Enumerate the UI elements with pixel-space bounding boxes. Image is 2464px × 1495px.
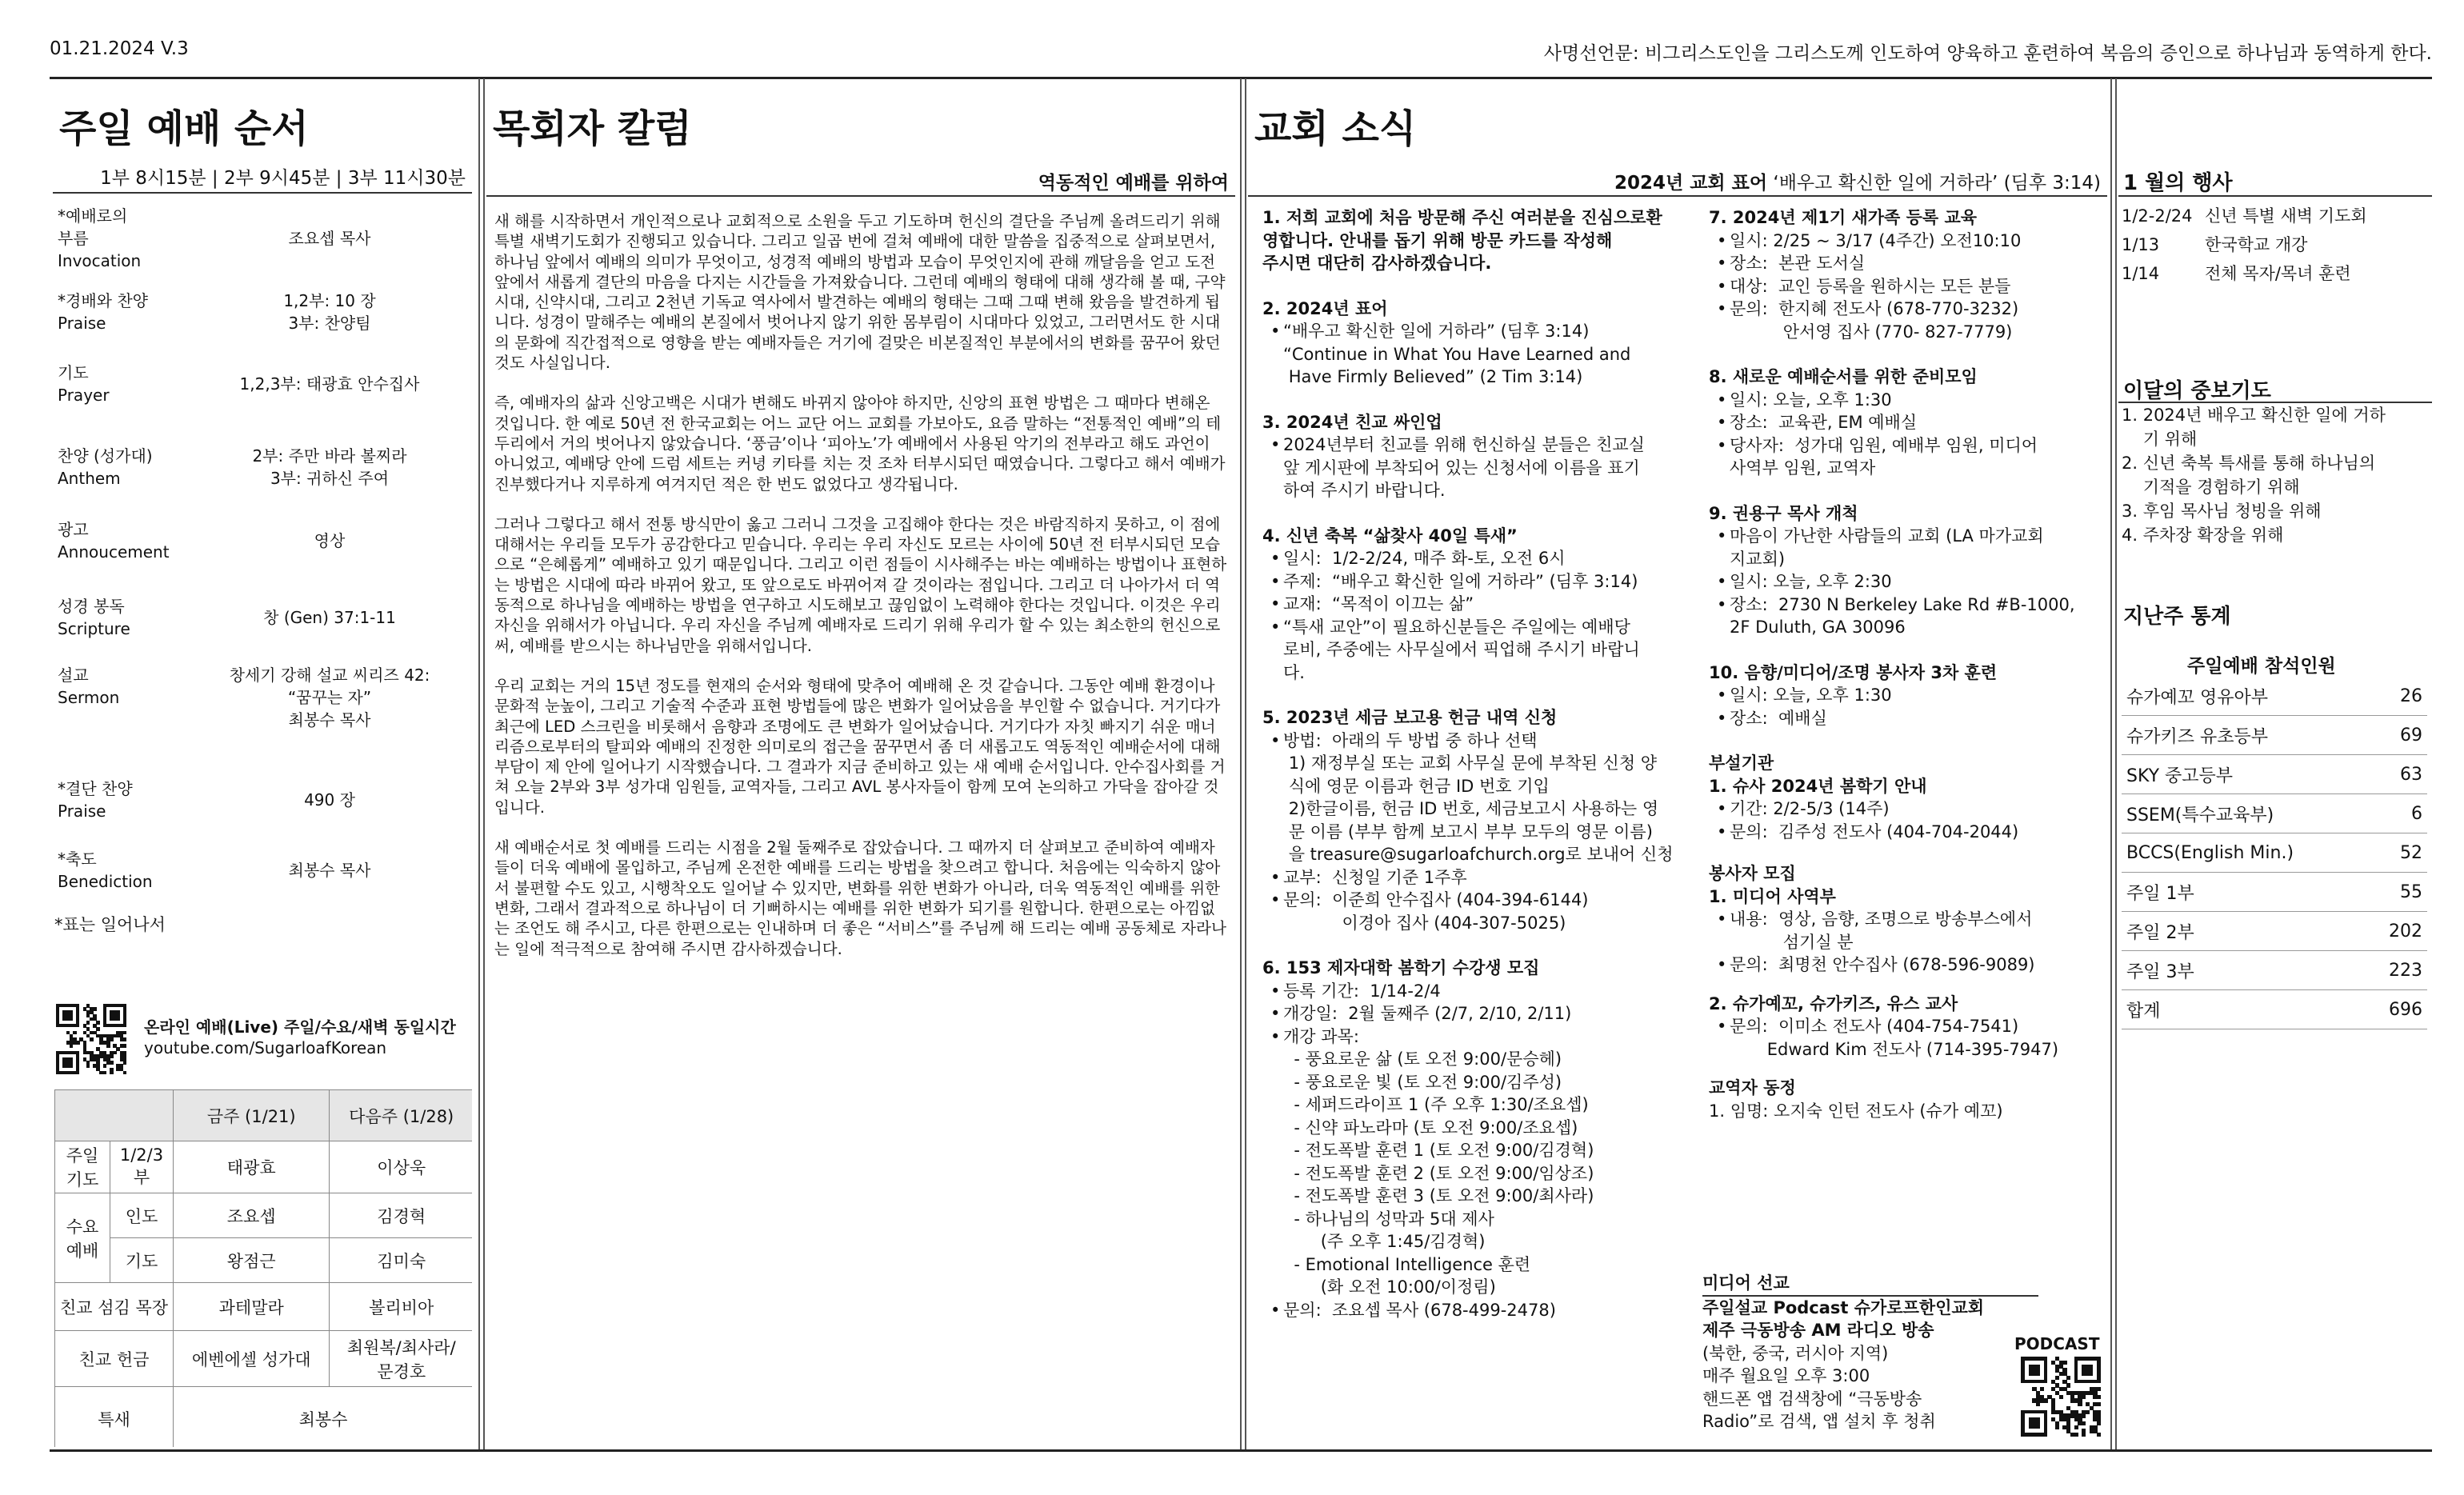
- news-detail: • 주제: “배우고 확신한 일에 거하라” (딤후 3:14): [1283, 570, 1694, 594]
- stats-subtitle: 주일예배 참석인원: [2187, 656, 2336, 677]
- duty-cell: 인도: [110, 1193, 174, 1238]
- news-item-details: [1709, 1015, 2101, 1061]
- media-line: 매주 월요일 오후 3:00: [1702, 1366, 1870, 1385]
- service-item-label: 광고 Annoucement: [58, 520, 170, 562]
- service-item-value: 490 장: [304, 790, 355, 809]
- service-times: 1부 8시15분 | 2부 9시45분 | 3부 11시30분: [100, 168, 466, 189]
- news-detail: • 일시: 오늘, 오후 1:30: [1730, 389, 2101, 412]
- mission-statement: 사명선언문: 비그리스도인을 그리스도께 인도하여 양육하고 훈련하여 복음의 증인으로 하나님과 동역하게 한다.: [1543, 43, 2432, 64]
- news-detail: • 등록 기간: 1/14-2/4: [1283, 980, 1694, 1003]
- top-bar: [50, 38, 2432, 70]
- duty-cell: 최봉수: [174, 1387, 473, 1448]
- column-body: [494, 211, 1227, 979]
- duty-cell: 친교 섬김 목장: [55, 1283, 174, 1331]
- news-item-heading: 5. 2023년 세금 보고용 헌금 내역 신청: [1262, 708, 1558, 727]
- event-row: [2122, 202, 2427, 230]
- order-title: 주일 예배 순서: [59, 106, 309, 151]
- duty-cell: 수요 예배: [55, 1193, 110, 1283]
- stats-value: 202: [2367, 912, 2427, 951]
- stats-title: 지난주 통계: [2123, 605, 2231, 629]
- news-detail: • 교재: “목적이 이끄는 삶”: [1283, 593, 1694, 616]
- news-detail: • 2024년부터 친교를 위해 헌신하실 분들은 친교실 앞 게시판에 부착되어 있는 신청서에 이름을 표기 하여 주시기 바랍니다.: [1283, 434, 1694, 502]
- news-detail: • “특새 교안”이 필요하신분들은 주일에는 예배당 로비, 주중에는 사무실에서 픽업해 주시기 바랍니 다.: [1283, 616, 1694, 685]
- column-paragraph: 새 예배순서로 첫 예배를 드리는 시점을 2월 둘째주로 잡았습니다. 그 때까지 더 살펴보고 준비하여 예배자들이 더욱 예배에 몰입하고, 주님께 온전한 예배를 드리는 방법을 찾으려고 합니다. 처음에는 익숙하지 않아서 불편할 수도 있고, 시행착오도 일어날 수 있지만, 변화를 위한 변화가 아니라, 더욱 역동적인 예배를 위한 변화, 그래서 결과적으로 하나님이 더 기뻐하시는 예배를 위한 변화가 되기를 원합니다. 한편으로는 아낌없는 조언도 해 주시고, 다른 한편으로는 인내하며 더 좋은 “서비스”를 주님께 해 드리는 예배 공동체로 자라나는 일에 적극적으로 참여해 주시면 감사하겠습니다.: [494, 838, 1226, 958]
- news-item-heading: 10. 음향/미디어/조명 봉사자 3차 훈련: [1709, 662, 1998, 682]
- stats-row: [2122, 833, 2427, 873]
- column-divider: [2110, 78, 2112, 1449]
- media-line: (북한, 중국, 러시아 지역): [1702, 1343, 1889, 1363]
- service-item-label: *축도 Benediction: [58, 849, 153, 891]
- news-item-details: [1709, 684, 2101, 730]
- news-item-details: [1709, 797, 2101, 843]
- event-title: 한국학교 개강: [2205, 235, 2308, 254]
- news-item-heading: 7. 2024년 제1기 새가족 등록 교육: [1709, 208, 1978, 227]
- prayer-item: 2. 신년 축복 특새를 통해 하나님의 기적을 경험하기 위해: [2122, 454, 2376, 497]
- news-detail: • 개강 과목: - 풍요로운 삶 (토 오전 9:00/문승헤) - 풍요로운 빛 (토 오전 9:00/김주성) - 세퍼드라이프 1 (주 오후 1:30/조요셉) - 신약 파노라마 (토 오전 9:00/조요셉) - 전도폭발 훈련 1 (토 오전 9:00/김경혁) - 전도폭발 훈련 2 (토 오전 9:00/임상조) - 전도폭발 훈련 3 (토 오전 9:00/최사라) - 하나님의 성막과 5대 제사 (주 오후 1:45/김경혁) - Emotional Intelligence 훈련 (화 오전 10:00/이정림): [1283, 1025, 1694, 1299]
- news-item: [1262, 706, 1694, 934]
- news-detail: • 문의: 조요셉 목사 (678-499-2478): [1283, 1299, 1694, 1322]
- service-item-label: 성경 봉독 Scripture: [58, 597, 130, 638]
- stats-row: [2122, 990, 2427, 1029]
- online-worship-title: 온라인 예배(Live) 주일/수요/새벽 동일시간: [144, 1017, 456, 1037]
- service-item-label: *경배와 찬양 Praise: [58, 291, 148, 333]
- prayer-title: 이달의 중보기도: [2123, 379, 2271, 403]
- stats-row: [2122, 677, 2427, 716]
- column-paragraph: 새 해를 시작하면서 개인적으로나 교회적으로 소원을 두고 기도하며 헌신의 결단을 주님께 올려드리기 위해 특별 새벽기도회가 진행되고 있습니다. 그리고 일곱 번에 걸쳐 예배에 대한 말씀을 집중적으로 살펴보면서, 하나님 앞에서 예배의 의미가 무엇이고, 성경적 예배의 방법과 모습이 무엇인지에 관해 깨달음을 얻고 도전 앞에서 새롭게 결단의 마음을 다지는 시간들을 가져왔습니다. 그런데 예배의 형태에 대해 생각해 볼 때, 구약시대, 신약시대, 그리고 2천년 기독교 역사에서 발견하는 예배의 형태는 그때 그때 변해 왔음을 발견하게 됩니다. 성경이 말해주는 예배의 본질에서 벗어나지 않기 위한 몸부림이 시대마다 있었고, 그러면서도 한 시대의 문화에 직간접적으로 영향을 받는 예배자들은 거기에 걸맞은 비본질적인 부분에서의 변화를 꿈꾸어 왔던 것도 사실입니다.: [494, 212, 1226, 373]
- duty-cell: 1/2/3 부: [110, 1141, 174, 1193]
- prayer-item: 1. 2024년 배우고 확신한 일에 거하 기 위해: [2122, 406, 2386, 449]
- divider: [53, 192, 472, 194]
- news-item-heading: 8. 새로운 예배순서를 위한 준비모임: [1709, 367, 1978, 386]
- news-item: [1709, 775, 2101, 844]
- service-item-label: *결단 찬양 Praise: [58, 779, 133, 821]
- news-detail: • 장소: 교육관, EM 예배실: [1730, 411, 2101, 434]
- column-divider: [478, 78, 480, 1449]
- motto: [1614, 168, 2101, 194]
- event-row: [2122, 259, 2427, 288]
- news-item: [1709, 366, 2101, 480]
- news-detail: • 대상: 교인 등록을 원하시는 모든 분들: [1730, 275, 2101, 298]
- media-line: 주일설교 Podcast 슈가로프한인교회: [1702, 1297, 1985, 1317]
- staff-item: 1. 임명: 오지숙 인턴 전도사 (슈가 예꼬): [1709, 1101, 2003, 1121]
- news-item-details: [1709, 908, 2101, 977]
- news-detail: • 장소: 2730 N Berkeley Lake Rd #B-1000, 2F Duluth, GA 30096: [1730, 594, 2101, 639]
- service-item-value: 창 (Gen) 37:1-11: [263, 608, 396, 627]
- duty-cell: 태광효: [174, 1141, 330, 1193]
- news-detail: • 방법: 아래의 두 방법 중 하나 선택 1) 재정부실 또는 교회 사무실 문에 부착된 신청 양 식에 영문 이름과 헌금 ID 번호 기입 2)한글이름, 헌금 ID 번호, 세금보고시 사용하는 영 문 이름 (부부 함께 보고시 부부 모두의 영문 이름) 을 treasure@sugarloafchurch.org로 보내어 신청: [1283, 730, 1694, 866]
- news-item-heading: 3. 2024년 친교 싸인업: [1262, 412, 1442, 432]
- stats-value: 63: [2367, 755, 2427, 794]
- column-subtitle: 역동적인 예배를 위하여: [1038, 173, 1229, 194]
- podcast-qr-code: [2021, 1357, 2101, 1437]
- news-item: [1709, 993, 2101, 1061]
- event-row: [2122, 230, 2427, 259]
- stats-value: 69: [2367, 716, 2427, 755]
- stats-value: 696: [2367, 990, 2427, 1029]
- duty-cell: 최원복/최사라/ 문경호: [330, 1331, 472, 1387]
- duty-cell: 주일 기도: [55, 1141, 110, 1193]
- news-detail: • 장소: 예배실: [1730, 707, 2101, 730]
- news-item-heading: 2. 슈가예꼬, 슈가키즈, 유스 교사: [1709, 993, 1958, 1013]
- service-item-value: 1,2부: 10 장 3부: 찬양팀: [283, 291, 376, 333]
- stats-value: 55: [2367, 873, 2427, 912]
- duty-cell: 김미숙: [330, 1238, 472, 1283]
- duty-header-this-week: 금주 (1/21): [174, 1090, 330, 1141]
- stats-row: [2122, 716, 2427, 755]
- service-item-value: 2부: 주만 바라 볼찌라 3부: 귀하신 주여: [252, 446, 407, 488]
- duty-header-next-week: 다음주 (1/28): [330, 1090, 472, 1141]
- news-detail: • 일시: 오늘, 오후 1:30: [1730, 684, 2101, 707]
- news-detail: • 내용: 영상, 음향, 조명으로 방송부스에서 섬기실 분: [1730, 908, 2101, 953]
- duty-cell: 친교 헌금: [55, 1331, 174, 1387]
- media-line: Radio”로 검색, 앱 설치 후 청취: [1702, 1412, 1936, 1431]
- duty-cell: 기도: [110, 1238, 174, 1283]
- news-detail: • 일시: 1/2-2/24, 매주 화-토, 오전 6시: [1283, 547, 1694, 570]
- duty-cell: 왕점근: [174, 1238, 330, 1283]
- duty-header-blank: [55, 1090, 174, 1141]
- prayer-item: 3. 후임 목사님 청빙을 위해: [2122, 502, 2322, 521]
- news-detail: • 개강일: 2월 둘째주 (2/7, 2/10, 2/11): [1283, 1002, 1694, 1025]
- stats-label: SKY 중고등부: [2122, 755, 2367, 794]
- news-detail: • 문의: 김주성 전도사 (404-704-2044): [1730, 821, 2101, 844]
- prayer-item: 4. 주차장 확장을 위해: [2122, 526, 2284, 545]
- news-item: [1709, 885, 2101, 977]
- events-list: [2122, 202, 2427, 288]
- news-title: 교회 소식: [1254, 106, 1417, 151]
- news-detail: • 교부: 신청일 기준 1주후: [1283, 866, 1694, 889]
- divider: [1248, 195, 2107, 197]
- church-news: [1245, 80, 2107, 1447]
- service-item-label: 설교 Sermon: [58, 666, 120, 707]
- stats-label: 슈가예꼬 영유아부: [2122, 677, 2367, 716]
- service-item-label: 찬양 (성가대) Anthem: [58, 446, 153, 488]
- duty-cell: 조요셉: [174, 1193, 330, 1238]
- media-line: 핸드폰 앱 검색창에 “극동방송: [1702, 1389, 1922, 1409]
- stats-row: [2122, 755, 2427, 794]
- dept-title: 부설기관: [1709, 753, 1774, 773]
- stats-table: [2122, 677, 2427, 1029]
- stats-label: 슈가키즈 유초등부: [2122, 716, 2367, 755]
- pastor-column: [483, 80, 1235, 1447]
- column-paragraph: 우리 교회는 거의 15년 정도를 현재의 순서와 형태에 맞추어 예배해 온 것 같습니다. 그동안 예배 환경이나 문화적 눈높이, 그리고 기술적 수준과 표현 방법들에 많은 변화가 일어났음을 부인할 수 없습니다. 거기다가 최근에 LED 스크린을 비롯해서 음향과 조명에도 큰 변화가 일어났습니다. 거기다가 자칫 빠지기 쉬운 매너리즘으로부터의 탈피와 예배의 진정한 의미로의 접근을 꿈꾸면서 좀 더 새롭고도 역동적인 예배순서에 대해 부담이 제 안에 일어나기 시작했습니다. 그 결과가 지금 준비하고 있는 새 예배 순서입니다. 안수집사회를 거쳐 오늘 2부와 3부 성가대 임원들, 교역자들, 그리고 AVL 봉사자들이 함께 모여 논의하고 가닥을 잡아갈 것입니다.: [494, 676, 1226, 817]
- podcast-label: PODCAST: [2014, 1334, 2100, 1353]
- news-right: [1709, 206, 2101, 1122]
- news-detail: • 마음이 가난한 사람들의 교회 (LA 마가교회 지교회): [1730, 525, 2101, 570]
- divider: [2118, 195, 2432, 197]
- news-detail: • 장소: 본관 도서실: [1730, 252, 2101, 275]
- duty-cell: 과테말라: [174, 1283, 330, 1331]
- side-panel: [2115, 80, 2432, 1447]
- stats-label: SSEM(특수교육부): [2122, 794, 2367, 833]
- news-item: [1262, 411, 1694, 502]
- order-of-service: [50, 80, 472, 1447]
- news-item: [1709, 662, 2101, 730]
- stats-value: 223: [2367, 951, 2427, 990]
- stats-value: 26: [2367, 677, 2427, 716]
- event-date: 1/2-2/24: [2122, 206, 2193, 226]
- news-detail: • 문의: 이준희 안수집사 (404-394-6144) 이경아 집사 (404-307-5025): [1283, 889, 1694, 934]
- media-lines: [1702, 1297, 1985, 1433]
- news-item-heading: 9. 권용구 목사 개척: [1709, 503, 1858, 523]
- stats-value: 6: [2367, 794, 2427, 833]
- qr-code: [56, 1004, 126, 1074]
- stats-row: [2122, 794, 2427, 833]
- news-item-details: [1709, 230, 2101, 344]
- stats-label: 주일 2부: [2122, 912, 2367, 951]
- news-detail: • 문의: 한지혜 전도사 (678-770-3232) 안서영 집사 (770- 827-7779): [1730, 298, 2101, 343]
- column-paragraph: 즉, 예배자의 삶과 신앙고백은 시대가 변해도 바뀌지 않아야 하지만, 신앙의 표현 방법은 그 때마다 변해온 것입니다. 한 예로 50년 전 한국교회는 어느 교단 어느 교회를 가보아도, 요즘 말하는 “전통적인 예배”의 테두리에서 거의 벗어나지 않았습니다. ‘풍금’이나 ‘피아노’가 예배에서 사용된 악기의 전부라고 해도 과언이 아니었고, 예배당 안에 드럼 세트는 커녕 키타를 치는 것 조차 터부시되던 때였습니다. 그렇다고 해서 예배가 진부했다거나 지루하게 여겨지던 적은 한 번도 없었다고 생각됩니다.: [494, 394, 1226, 494]
- duty-cell: 볼리비아: [330, 1283, 472, 1331]
- news-item-details: [1262, 980, 1694, 1322]
- news-item-details: [1262, 320, 1694, 389]
- news-item: [1262, 298, 1694, 389]
- media-section: [1702, 1272, 1985, 1433]
- bottom-rule: [50, 1449, 2432, 1452]
- online-worship-url[interactable]: youtube.com/SugarloafKorean: [144, 1038, 387, 1057]
- event-title: 전체 목자/목녀 훈련: [2205, 264, 2351, 283]
- event-title: 신년 특별 새벽 기도회: [2205, 206, 2367, 226]
- duty-table: [54, 1089, 472, 1447]
- service-item-label: 기도 Prayer: [58, 363, 110, 405]
- news-item: [1262, 206, 1694, 275]
- events-title: 1 월의 행사: [2123, 171, 2233, 195]
- duty-cell: 에벤에셀 성가대: [174, 1331, 330, 1387]
- version-label: 01.21.2024 V.3: [50, 38, 189, 59]
- stand-note: *표는 일어나서: [54, 915, 166, 934]
- duty-cell: 특새: [55, 1387, 174, 1448]
- stats-value: 52: [2367, 833, 2427, 873]
- news-item-details: [1709, 525, 2101, 639]
- media-line: 제주 극동방송 AM 라디오 방송: [1702, 1321, 1934, 1340]
- service-item-value: 영상: [314, 531, 346, 550]
- prayer-list: [2122, 403, 2427, 547]
- staff-title: 교역자 동정: [1709, 1078, 1796, 1097]
- news-item-heading: 1. 저희 교회에 처음 방문해 주신 여러분을 진심으로환 영합니다. 안내를 돕기 위해 방문 카드를 작성해 주시면 대단히 감사하겠습니다.: [1262, 208, 1662, 273]
- news-item-heading: 1. 미디어 사역부: [1709, 886, 1836, 906]
- divider: [486, 195, 1235, 197]
- news-item-details: [1709, 389, 2101, 480]
- news-detail: • 기간: 2/2-5/3 (14주): [1730, 797, 2101, 821]
- stats-label: 주일 3부: [2122, 951, 2367, 990]
- news-left: [1262, 206, 1694, 1321]
- news-detail: • 문의: 최명천 안수집사 (678-596-9089): [1730, 953, 2101, 977]
- news-item: [1709, 206, 2101, 343]
- stats-row: [2122, 912, 2427, 951]
- news-item: [1709, 502, 2101, 639]
- stats-row: [2122, 951, 2427, 990]
- news-detail: • 문의: 이미소 전도사 (404-754-7541) Edward Kim 전도사 (714-395-7947): [1730, 1015, 2101, 1061]
- news-item-heading: 1. 슈사 2024년 봄학기 안내: [1709, 776, 1927, 796]
- stats-row: [2122, 873, 2427, 912]
- service-item-value: 최봉수 목사: [288, 861, 371, 880]
- service-item-value: 조요셉 목사: [288, 229, 371, 248]
- news-detail: • “배우고 확신한 일에 거하라” (딤후 3:14) “Continue in What You Have Learned and Have Firmly Believed” (2 Tim 3:14): [1283, 320, 1694, 389]
- news-detail: • 일시: 오늘, 오후 2:30: [1730, 570, 2101, 594]
- media-title: 미디어 선교: [1702, 1272, 2038, 1297]
- stats-label: 합계: [2122, 990, 2367, 1029]
- event-date: 1/13: [2122, 235, 2160, 254]
- news-item-details: [1262, 547, 1694, 684]
- service-item-label: *예배로의 부름 Invocation: [58, 206, 142, 270]
- stats-label: 주일 1부: [2122, 873, 2367, 912]
- column-divider: [1240, 78, 1242, 1449]
- news-item-heading: 2. 2024년 표어: [1262, 298, 1388, 318]
- service-item-value: 1,2,3부: 태광효 안수집사: [239, 374, 420, 394]
- column-paragraph: 그러나 그렇다고 해서 전통 방식만이 옳고 그러니 그것을 고집해야 한다는 것은 바람직하지 못하고, 이 점에 대해서는 우리들 모두가 공감한다고 믿습니다. 우리는 우리 자신도 모르는 사이에 50년 전 터부시되던 모습으로 “은혜롭게” 예배하고 있기 때문입니다. 그리고 이런 점들이 시사해주는 바는 예배하는 방법이나 표현하는 방법은 시대에 따라 바뀌어 왔고, 또 앞으로도 바뀌어져 갈 것이라는 점입니다. 그리고 더 나아가서 더 역동적으로 하나님을 예배하는 방법을 연구하고 시도해보고 끊임없이 노력해야 한다는 것입니다. 이것은 우리 자신을 위해서가 아닙니다. 우리 자신을 주님께 예배자로 드리기 위해 우리가 할 수 있는 최소한의 헌신으로써, 예배를 받으시는 하나님만을 위해서입니다.: [494, 514, 1227, 655]
- motto-label: 2024년 교회 표어: [1614, 173, 1768, 194]
- news-item-heading: 6. 153 제자대학 봄학기 수강생 모집: [1262, 958, 1540, 977]
- column-title: 목회자 칼럼: [493, 106, 692, 151]
- event-date: 1/14: [2122, 264, 2160, 283]
- duty-cell: 김경혁: [330, 1193, 472, 1238]
- service-item-value: 창세기 강해 설교 씨리즈 42: “꿈꾸는 자” 최봉수 목사: [229, 666, 430, 730]
- duty-cell: 이상욱: [330, 1141, 472, 1193]
- news-detail: • 일시: 2/25 ~ 3/17 (4주간) 오전10:10: [1730, 230, 2101, 253]
- news-item-details: [1262, 434, 1694, 502]
- motto-text: ‘배우고 확신한 일에 거하라’ (딤후 3:14): [1773, 173, 2101, 194]
- news-item: [1262, 525, 1694, 685]
- news-item-heading: 4. 신년 축복 “삶찾사 40일 특새”: [1262, 526, 1518, 546]
- stats-label: BCCS(English Min.): [2122, 833, 2367, 873]
- recruit-title: 봉사자 모집: [1709, 864, 1796, 883]
- news-detail: • 당사자: 성가대 임원, 예배부 임원, 미디어 사역부 임원, 교역자: [1730, 434, 2101, 480]
- news-item: [1262, 957, 1694, 1321]
- news-item-details: [1262, 730, 1694, 935]
